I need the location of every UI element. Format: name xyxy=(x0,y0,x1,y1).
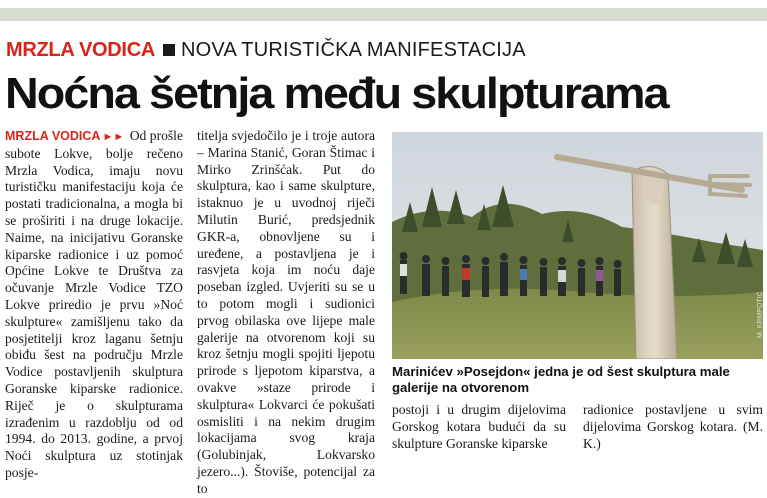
top-decorative-bar xyxy=(0,8,767,21)
article-column-4: radionice postavljene u svim dijelovima Gorskog kotara. (M. K.) xyxy=(583,402,763,451)
photo xyxy=(392,132,763,359)
article-column-3: postoji i u drugim dijelovima Gorskog kotara budući da su skulpture Goranske kiparske xyxy=(392,402,566,451)
article-column-2: titelja svjedočilo je i troje autora – Marina Stanić, Goran Štimac i Mirko Zrinšćak. Put do skulptura, kao i same skulpture, istaknuo je u uvodnoj riječi Milutin Burić, predsjednik GKR-a, obnovljene su i uređene, a postavljena je i rasvjeta koja im noću daje poseban izgled. Uvjeriti su se u to potom mogli i sudionici prvog obilaska ove lijepe male galerije na otvorenom koji su kroz šetnju mogli spojiti ljepotu prirode s ljepotom kiparstva, a ovakve »staze prirode i skulptura« Lokvarci će pokušati osmisliti i na nekim drugim lokacijama svog kraja (Golubinjak, Lokvarsko jezero...). Štoviše, potencijal za to xyxy=(197,128,375,496)
photo-caption: Marinićev »Posejdon« jedna je od šest skulptura male galerije na otvorenom xyxy=(392,364,730,395)
kicker-subtitle: NOVA TURISTIČKA MANIFESTACIJA xyxy=(180,39,526,61)
headline: Noćna šetnja među skulpturama xyxy=(5,69,668,118)
article-column-1 xyxy=(5,128,183,482)
dateline: MRZLA VODICA xyxy=(5,129,101,143)
square-bullet-icon xyxy=(163,44,175,56)
column-1-text: Od prošle subote Lokve, bolje rečeno Mrzla Vodica, imaju novu turističku manifestaciju koja će postati tradicionalna, a mogla bi se proširiti i na druge lokacije. Naime, na inicijativu Goranske kiparske radionice i uz pomoć Općine Lokve te Društva za očuvanje Mrzle Vodice TZO Lokve priredio je prvu »Noć skulpture« zamišljenu tako da posjetitelji kroz laganu šetnju obiđu šest na području Mrzle Vodice postavljenih skulptura Goranske kiparske radionice. Riječ je o skulpturama izrađenim u razdoblju od od 1994. do 2013. godine, a prvoj Noći skulptura uz stotinjak posje- xyxy=(5,128,183,480)
double-arrow-icon: ►► xyxy=(102,131,125,143)
sculpture-photo-illustration xyxy=(392,132,763,359)
kicker-location: MRZLA VODICA xyxy=(6,39,155,61)
kicker xyxy=(6,37,526,63)
photo-credit: M. KRMPOTIĆ xyxy=(757,291,764,338)
